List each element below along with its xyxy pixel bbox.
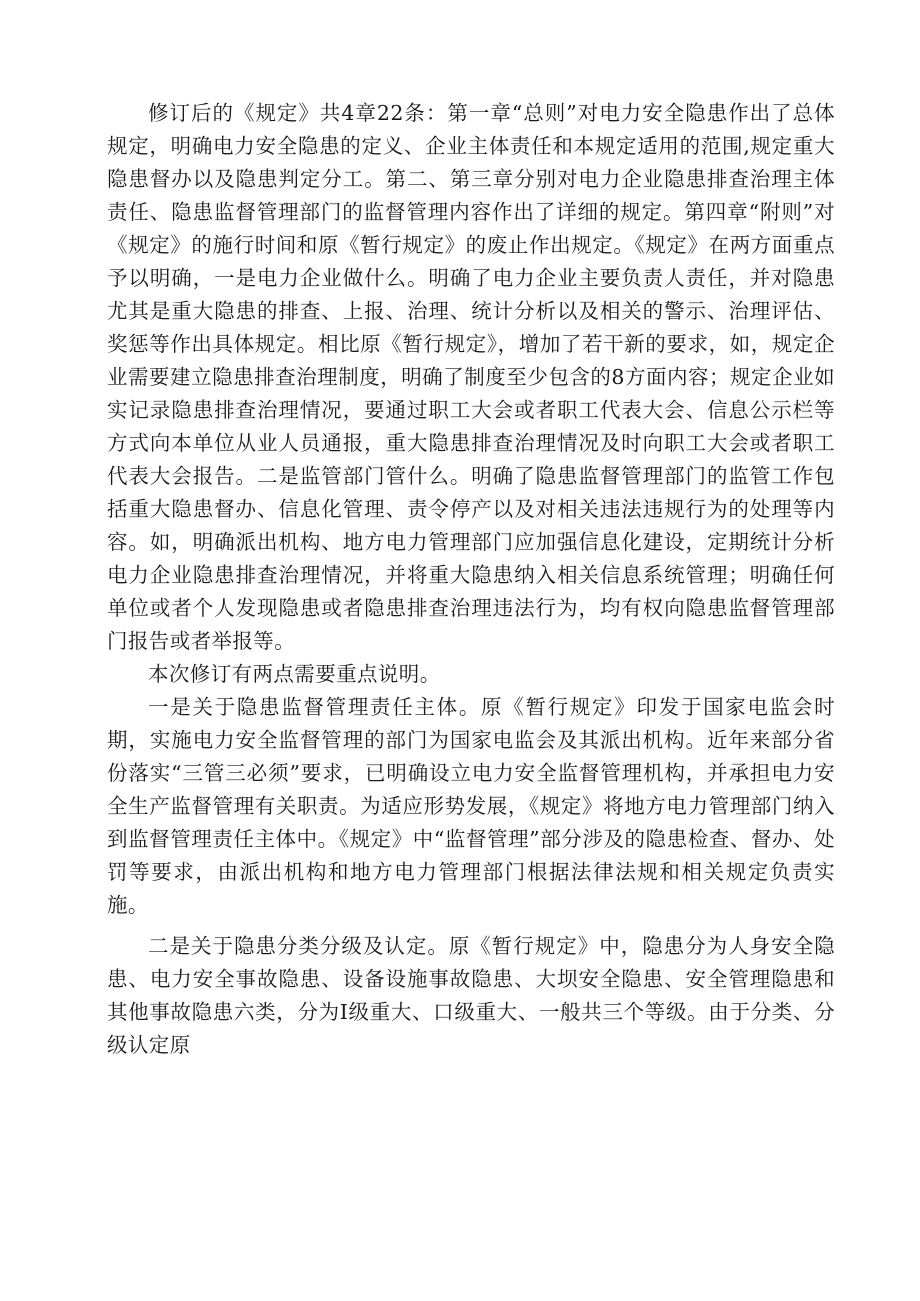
- paragraph-4: 二是关于隐患分类分级及认定。原《暂行规定》中，隐患分为人身安全隐患、电力安全事故隐患、设备设施事故隐患、大坝安全隐患、安全管理隐患和其他事故隐患六类，分为Ⅰ级重大、口级重大、一般共三个等级。由于分类、分级认定原: [107, 934, 835, 1057]
- paragraph-1: 修订后的《规定》共4章22条：第一章“总则”对电力安全隐患作出了总体规定，明确电力安全隐患的定义、企业主体责任和本规定适用的范围,规定重大隐患督办以及隐患判定分工。第二、第三章分别对电力企业隐患排查治理主体责任、隐患监督管理部门的监督管理内容作出了详细的规定。第四章“附则”对《规定》的施行时间和原《暂行规定》的废止作出规定。《规定》在两方面重点予以明确，一是电力企业做什么。明确了电力企业主要负责人责任，并对隐患尤其是重大隐患的排查、上报、治理、统计分析以及相关的警示、治理评估、奖惩等作出具体规定。相比原《暂行规定》，增加了若干新的要求，如，规定企业需要建立隐患排查治理制度，明确了制度至少包含的8方面内容；规定企业如实记录隐患排查治理情况，要通过职工大会或者职工代表大会、信息公示栏等方式向本单位从业人员通报，重大隐患排查治理情况及时向职工大会或者职工代表大会报告。二是监管部门管什么。明确了隐患监督管理部门的监管工作包括重大隐患督办、信息化管理、责令停产以及对相关违法违规行为的处理等内容。如，明确派出机构、地方电力管理部门应加强信息化建设，定期统计分析电力企业隐患排查治理情况，并将重大隐患纳入相关信息系统管理；明确任何单位或者个人发现隐患或者隐患排查治理违法行为，均有权向隐患监督管理部门报告或者举报等。: [107, 101, 835, 653]
- paragraph-2: 本次修订有两点需要重点说明。: [148, 662, 441, 686]
- paragraph-3: 一是关于隐患监督管理责任主体。原《暂行规定》印发于国家电监会时期，实施电力安全监督管理的部门为国家电监会及其派出机构。近年来部分省份落实“三管三必须”要求，已明确设立电力安全监督管理机构，并承担电力安全生产监督管理有关职责。为适应形势发展，《规定》将地方电力管理部门纳入到监督管理责任主体中。《规定》中“监督管理”部分涉及的隐患检查、督办、处罚等要求，由派出机构和地方电力管理部门根据法律法规和相关规定负责实施。: [107, 695, 835, 917]
- document-body: [107, 97, 835, 1062]
